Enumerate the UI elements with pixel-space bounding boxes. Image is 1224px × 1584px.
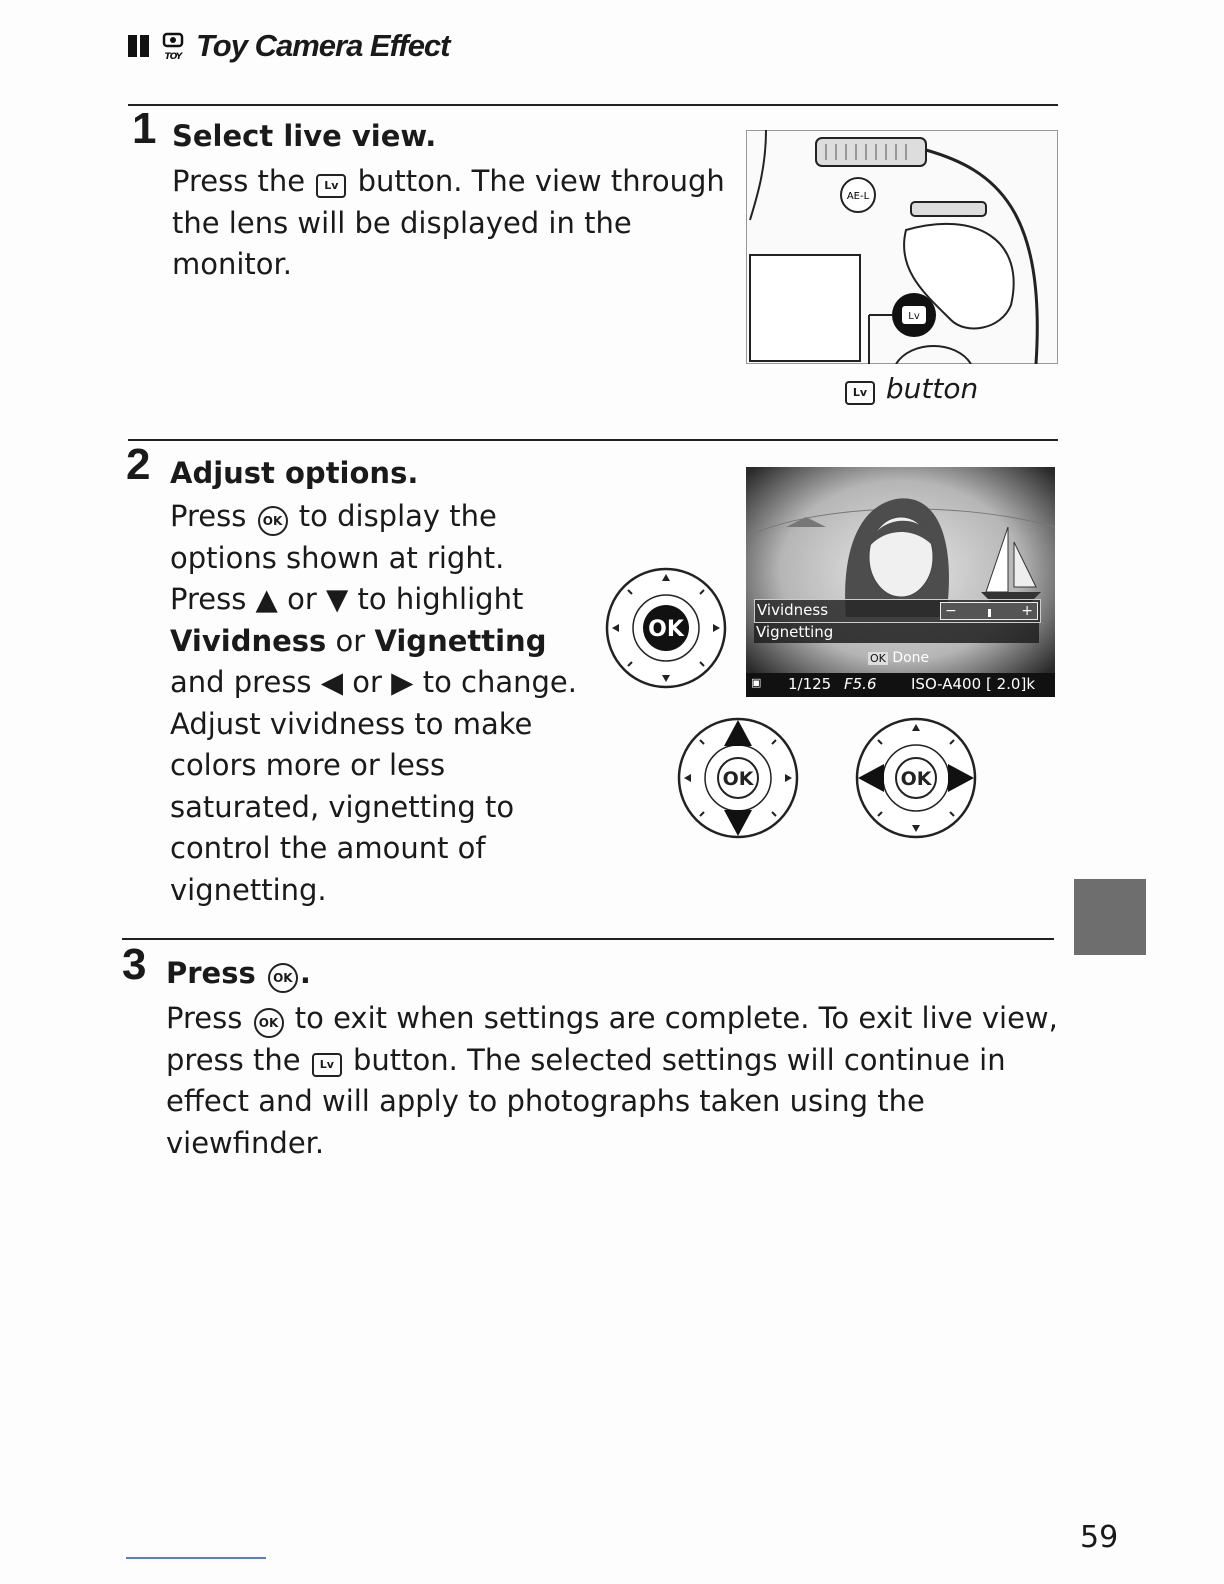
left-arrow-icon: ◀: [320, 665, 344, 699]
multi-selector-ok-icon: [604, 566, 728, 690]
svg-text:Lv: Lv: [908, 311, 920, 322]
ok-button-icon: OK: [258, 506, 288, 536]
title-text: Toy Camera Effect: [196, 28, 450, 63]
svg-text:OK: OK: [900, 768, 932, 790]
step-number: 1: [132, 104, 157, 153]
toy-camera-icon: [160, 31, 186, 61]
slider-marker: [988, 609, 991, 617]
step-1-text: Press the Lv button. The view through the lens will be displayed in the monitor.: [172, 164, 725, 281]
lv-button-caption: Lv button: [843, 372, 978, 405]
up-arrow-icon: ▲: [255, 582, 278, 616]
camera-back-illustration: [746, 130, 1058, 364]
ok-button-icon: OK: [268, 963, 298, 993]
page-number: 59: [1080, 1520, 1119, 1555]
svg-text:AE-L: AE-L: [846, 191, 870, 202]
vignetting-option-row[interactable]: Vignetting: [754, 623, 1039, 643]
chapter-tab: [1074, 879, 1146, 955]
metering-icon: ▣: [751, 676, 762, 689]
shooting-info-bar: ▣ 1/125 F5.6 ISO-A400 [ 2.0]k: [746, 673, 1055, 697]
section-marker-icon: [128, 35, 150, 57]
vividness-slider[interactable]: − +: [940, 602, 1038, 620]
step-3-text: Press OK to exit when settings are complete. To exit live view, press the Lv button. The selected settings will continue in effect and will apply to photographs taken using the viewfinder.: [166, 1001, 1058, 1160]
svg-text:TOY: TOY: [164, 52, 182, 61]
page-title: [128, 28, 450, 64]
lv-button-icon: Lv: [316, 174, 346, 198]
done-hint: OK Done: [870, 650, 930, 666]
step-heading: Select live view.: [172, 119, 437, 153]
down-arrow-icon: ▼: [325, 582, 349, 616]
footer-line: [126, 1557, 266, 1559]
ok-button-icon: OK: [254, 1008, 284, 1038]
vividness-option-row[interactable]: Vividness − +: [754, 599, 1041, 623]
step-number: 2: [126, 440, 151, 489]
step-heading: Press OK .: [166, 956, 311, 993]
divider: [128, 104, 1058, 106]
svg-text:OK: OK: [648, 617, 684, 642]
svg-text:OK: OK: [722, 768, 754, 790]
right-arrow-icon: ▶: [391, 665, 414, 699]
step-number: 3: [122, 940, 147, 989]
step-2-text: Press OK to display the options shown at right. Press ▲ or ▼ to highlight Vividness or Vignetting and press ◀ or ▶ to change. Adjust vividness to make colors more or less saturated, vignetting to control the amount of vignetting.: [170, 499, 577, 907]
divider: [128, 439, 1058, 441]
multi-selector-left-right-icon: [854, 716, 978, 840]
lv-button-icon: Lv: [845, 381, 875, 405]
step-heading: Adjust options.: [170, 456, 419, 490]
multi-selector-up-down-icon: [676, 716, 800, 840]
lv-button-icon: Lv: [312, 1053, 342, 1077]
camera-monitor-screen: [746, 467, 1055, 697]
divider: [122, 938, 1054, 940]
